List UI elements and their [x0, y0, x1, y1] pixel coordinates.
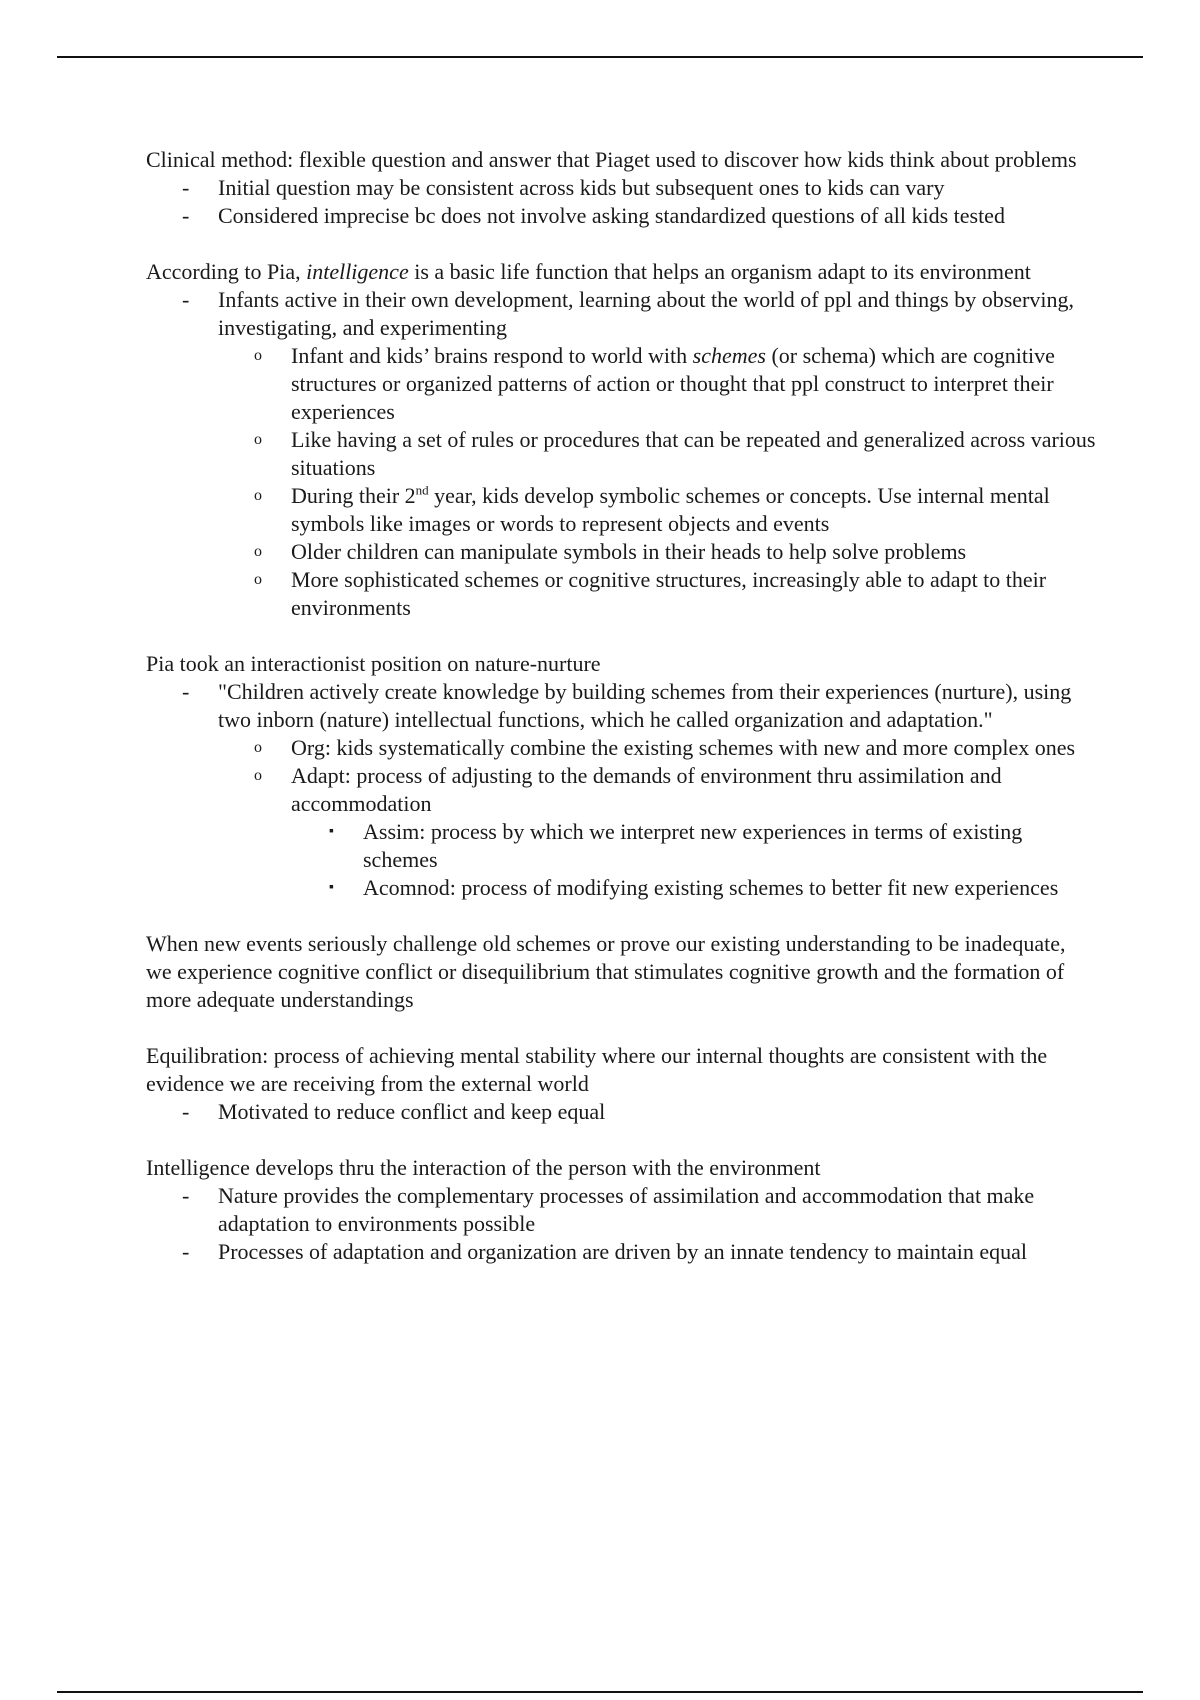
document-body — [146, 146, 1096, 1266]
paragraph-intelligence — [146, 258, 1096, 286]
list-item-text: Considered imprecise bc does not involve asking standardized questions of all kids tested — [218, 203, 1005, 228]
sub-list-item — [146, 482, 1096, 538]
list-item-text: Nature provides the complementary processes of assimilation and accommodation that make adaptation to environments possible — [218, 1183, 1035, 1236]
sub-list-item — [146, 426, 1096, 482]
list-item-text: Older children can manipulate symbols in their heads to help solve problems — [291, 539, 967, 564]
bullet-list — [146, 286, 1096, 622]
list-item — [146, 1238, 1096, 1266]
top-rule — [57, 56, 1143, 58]
dash-marker: - — [182, 1183, 190, 1208]
emphasis-text: intelligence — [306, 259, 409, 284]
text-run: year, kids develop symbolic schemes or concepts. Use internal mental symbols like images or words to represent objects and events — [291, 483, 1050, 536]
bullet-list — [146, 1098, 1096, 1126]
paragraph-intelligence-develops: Intelligence develops thru the interaction of the person with the environment — [146, 1155, 821, 1180]
sub-list-item — [146, 734, 1096, 762]
paragraph-interactionist: Pia took an interactionist position on nature-nurture — [146, 651, 601, 676]
list-item-text: Adapt: process of adjusting to the demands of environment thru assimilation and accommodation — [291, 763, 1002, 816]
circle-marker: o — [254, 739, 262, 756]
bullet-list — [146, 174, 1096, 230]
dash-marker: - — [182, 203, 190, 228]
circle-marker: o — [254, 431, 262, 448]
bullet-list — [146, 1182, 1096, 1266]
circle-marker: o — [254, 347, 262, 364]
list-item — [146, 202, 1096, 230]
circle-marker: o — [254, 767, 262, 784]
dash-marker: - — [182, 287, 190, 312]
list-item-text: Initial question may be consistent across kids but subsequent ones to kids can vary — [218, 175, 945, 200]
circle-marker: o — [254, 487, 262, 504]
text-run: According to Pia, — [146, 259, 307, 284]
bottom-rule — [57, 1691, 1143, 1693]
paragraph-equilibration: Equilibration: process of achieving mental stability where our internal thoughts are consistent with the evidence we are receiving from the external world — [146, 1043, 1048, 1096]
list-item — [146, 174, 1096, 202]
dash-marker: - — [182, 1099, 190, 1124]
sub-sub-list-item — [146, 874, 1096, 902]
sub-list-item — [146, 538, 1096, 566]
circle-marker: o — [254, 571, 262, 588]
dash-marker: - — [182, 679, 190, 704]
emphasis-text: schemes — [692, 343, 766, 368]
text-run: Infant and kids’ brains respond to world with — [291, 343, 693, 368]
sub-list-item — [146, 566, 1096, 622]
list-item — [146, 1182, 1096, 1238]
square-marker: ▪ — [329, 824, 334, 839]
list-item-text: More sophisticated schemes or cognitive structures, increasingly able to adapt to their environments — [291, 567, 1047, 620]
paragraph-clinical-method: Clinical method: flexible question and answer that Piaget used to discover how kids think about problems — [146, 147, 1077, 172]
list-item-text: Infants active in their own development, learning about the world of ppl and things by observing, investigating, and experimenting — [218, 287, 1074, 340]
list-item-text: Org: kids systematically combine the existing schemes with new and more complex ones — [291, 735, 1076, 760]
list-item-text: Assim: process by which we interpret new experiences in terms of existing schemes — [363, 819, 1023, 872]
list-item — [146, 678, 1096, 734]
list-item-text: Processes of adaptation and organization are driven by an innate tendency to maintain equal — [218, 1239, 1028, 1264]
superscript: nd — [415, 482, 429, 498]
sub-list-item — [146, 342, 1096, 426]
bullet-list — [146, 678, 1096, 902]
text-run: (or schema) which are cognitive structures or organized patterns of action or thought that ppl construct to interpret their experiences — [291, 343, 1055, 424]
dash-marker: - — [182, 1239, 190, 1264]
list-item — [146, 1098, 1096, 1126]
sub-sub-list-item — [146, 818, 1096, 874]
circle-marker: o — [254, 543, 262, 560]
list-item-text: "Children actively create knowledge by building schemes from their experiences (nurture), using two inborn (nature) intellectual functions, which he called organization and adaptation." — [218, 679, 1072, 732]
list-item-text: Acomnod: process of modifying existing schemes to better fit new experiences — [363, 875, 1059, 900]
square-marker: ▪ — [329, 880, 334, 895]
text-run: is a basic life function that helps an organism adapt to its environment — [408, 259, 1031, 284]
sub-list-item — [146, 762, 1096, 818]
list-item-text: Like having a set of rules or procedures that can be repeated and generalized across various situations — [291, 427, 1096, 480]
list-item — [146, 286, 1096, 342]
dash-marker: - — [182, 175, 190, 200]
paragraph-disequilibrium: When new events seriously challenge old schemes or prove our existing understanding to be inadequate, we experience cognitive conflict or disequilibrium that stimulates cognitive growth and the formation of more adequate understandings — [146, 931, 1066, 1012]
list-item-text: Motivated to reduce conflict and keep equal — [218, 1099, 606, 1124]
text-run: During their 2 — [291, 483, 416, 508]
